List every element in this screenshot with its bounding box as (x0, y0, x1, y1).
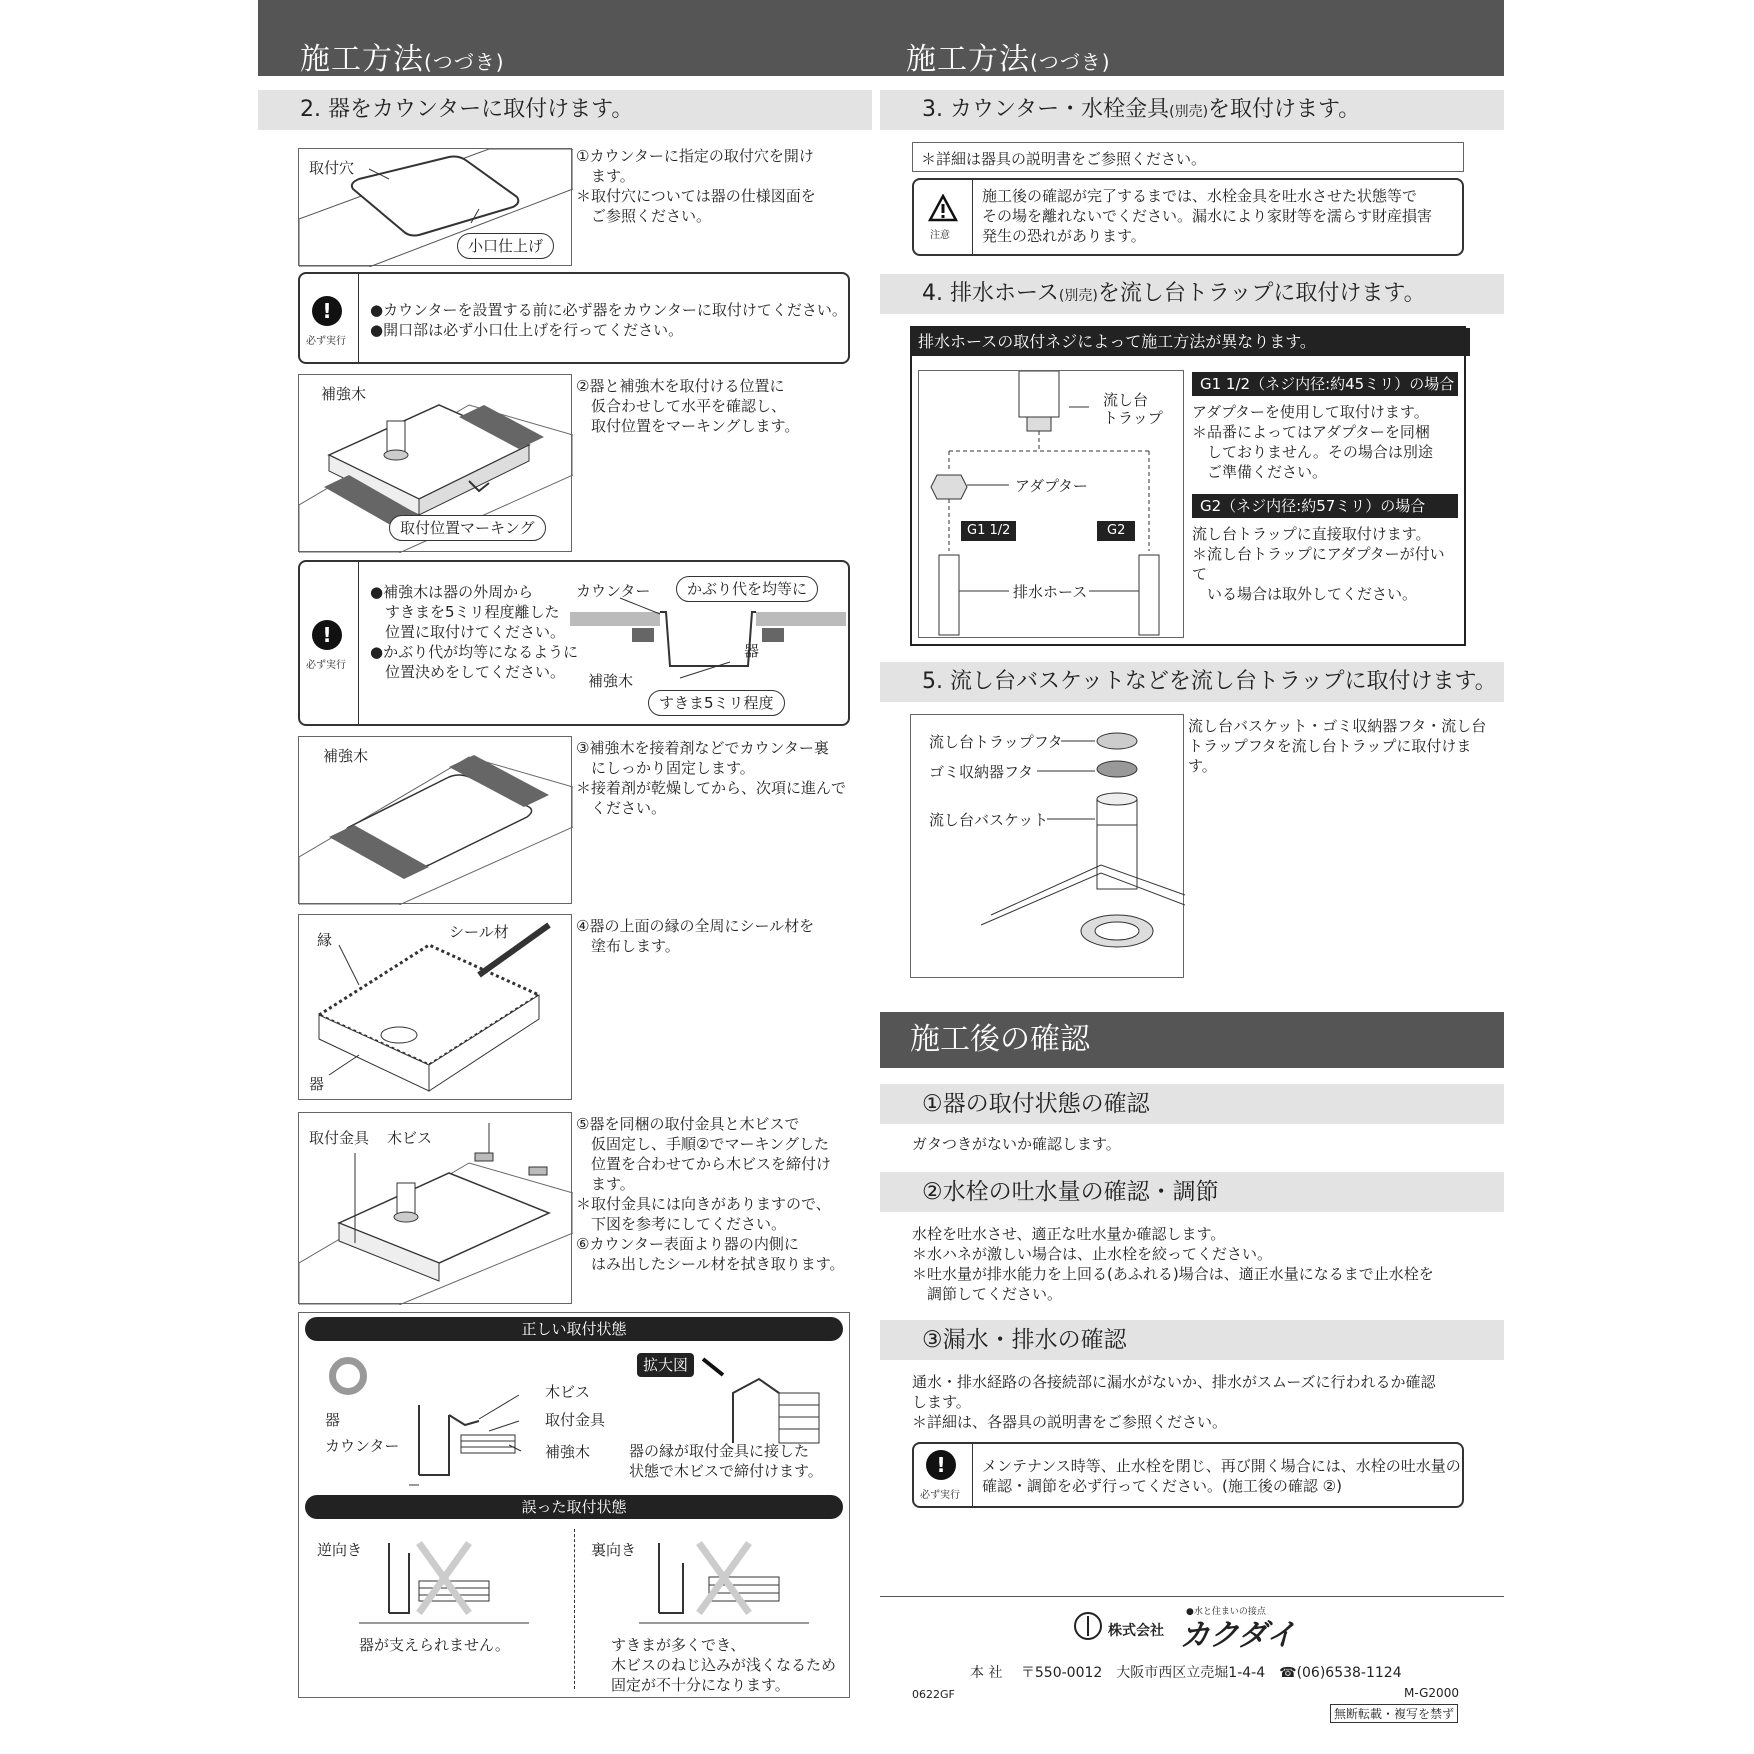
label-marking: 取付位置マーキング (389, 515, 546, 541)
warning-triangle-icon (928, 194, 958, 222)
install-state-box (298, 1312, 850, 1698)
g2-text: 流し台トラップに直接取付けます。 ＊流し台トラップにアダプターが付いて いる場合は取外してください。 (1192, 525, 1445, 603)
exclamation-icon: ! (312, 296, 342, 326)
g2-header: G2（ネジ内径:約57ミリ）の場合 (1192, 494, 1458, 518)
fig3-glue (298, 736, 572, 904)
label-wood: 補強木 (321, 385, 367, 403)
caution-text: 施工後の確認が完了するまでは、水栓金具を吐水させた状態等で その場を離れないでください。漏水により家財等を濡らす財産損害 発生の恐れがあります。 (982, 187, 1433, 245)
step4-fig (918, 370, 1184, 638)
correct-title: 正しい取付状態 (305, 1317, 843, 1341)
g1-header: G1 1/2（ネジ内径:約45ミリ）の場合 (1192, 372, 1458, 396)
label-wood: 補強木 (588, 672, 634, 690)
step5-title: 5. 流し台バスケットなどを流し台トラップに取付けます。 (880, 662, 1504, 702)
label-trap: 流し台 トラップ (1103, 391, 1163, 427)
footer-code-left: 0622GF (912, 1688, 955, 1701)
zoom-label: 拡大図 (637, 1353, 694, 1377)
footer-notice: 無断転載・複写を禁ず (1330, 1704, 1458, 1723)
label-counter: カウンター (576, 582, 651, 600)
after-title: 施工後の確認 (880, 1012, 1504, 1068)
step2-text5: ⑤器を同梱の取付金具と木ビスで 仮固定し、手順②でマーキングした 位置を合わせてから木ビスを締付け ます。 ＊取付金具には向きがありますので、 下図を参考にしてください。 ⑥カウンター表面より器の内側に はみ出したシール材を拭き取ります。 (576, 1115, 845, 1273)
wrong-right-label: 裏向き (591, 1541, 637, 1559)
step3-title: 3. カウンター・水栓金具(別売)を取付けます。 (880, 90, 1504, 130)
step5-fig (910, 714, 1184, 978)
note1-box (298, 272, 850, 364)
footer-address: 本 社 〒550-0012 大阪市西区立売堀1-4-4 ☎(06)6538-1124 (970, 1665, 1402, 1681)
check3-text: 通水・排水経路の各接続部に漏水がないか、排水がスムーズに行われるか確認 します。 ＊詳細は、各器具の説明書をご参照ください。 (912, 1373, 1436, 1431)
label-g1: G1 1/2 (961, 521, 1016, 541)
note1-icon-label: 必ず実行 (306, 336, 346, 347)
label-wood: 補強木 (323, 747, 369, 765)
label-gap: すきま5ミリ程度 (648, 690, 785, 716)
label-bracket: 取付金具 (545, 1411, 606, 1429)
label-bowl: 器 (325, 1411, 341, 1429)
g1-text: アダプターを使用して取付けます。 ＊品番によってはアダプターを同梱 しておりません。その場合は別途 ご準備ください。 (1192, 403, 1433, 481)
caution-box (912, 178, 1464, 256)
footer-rule (880, 1596, 1504, 1597)
company-logo-icon (1074, 1612, 1102, 1640)
note1-line1: ●カウンターを設置する前に必ず器をカウンターに取付けてください。 (370, 301, 847, 319)
fig1-hole (298, 148, 572, 266)
caution-icon-label: 注意 (930, 230, 950, 241)
wrong-right-desc: すきまが多くでき、 木ビスのねじ込みが浅くなるため 固定が不十分になります。 (611, 1636, 837, 1694)
step2-text2: ②器と補強木を取付ける位置に 仮合わせして水平を確認し、 取付位置をマーキングします。 (576, 377, 800, 435)
label-wood: 補強木 (545, 1443, 591, 1461)
label-basket: 流し台バスケット (929, 811, 1049, 829)
check2-text: 水栓を吐水させ、適正な吐水量か確認します。 ＊水ハネが激しい場合は、止水栓を絞ってください。 ＊吐水量が排水能力を上回る(あふれる)場合は、適正水量になるまで止水栓を 調節してください。 (912, 1225, 1434, 1303)
step4-banner: 排水ホースの取付ネジによって施工方法が異なります。 (912, 328, 1470, 356)
label-screw: 木ビス (545, 1383, 591, 1401)
label-edge-finish: 小口仕上げ (457, 233, 554, 259)
exclamation-icon: ! (312, 620, 342, 650)
note2-text: ●補強木は器の外周から すきまを5ミリ程度離した 位置に取付けてください。 ●かぶり代が均等になるように 位置決めをしてください。 (370, 583, 579, 681)
step3-detail: ＊詳細は器具の説明書をご参照ください。 (912, 142, 1464, 172)
company-prefix: 株式会社 (1108, 1623, 1164, 1639)
company-name: カクダイ (1180, 1618, 1295, 1653)
right-header-title: 施工方法(つづき) (906, 42, 1111, 77)
caution-icon-area (914, 180, 973, 254)
label-adapter: アダプター (1015, 477, 1088, 495)
note1-line2: ●開口部は必ず小口仕上げを行ってください。 (370, 321, 684, 339)
fig2-wood (298, 374, 572, 552)
fig4-seal (298, 914, 572, 1100)
after-note-text: メンテナンス時等、止水栓を閉じ、再び開く場合には、水栓の吐水量の 確認・調節を必ず行ってください。(施工後の確認 ②) (982, 1457, 1461, 1495)
label-bowl: 器 (309, 1075, 325, 1093)
footer-tagline: ●水と住まいの接点 (1186, 1607, 1266, 1617)
wrong-left-desc: 器が支えられません。 (359, 1636, 510, 1654)
note2-icon-area (300, 562, 359, 724)
after-note-icon-label: 必ず実行 (920, 1490, 960, 1501)
label-hose: 排水ホース (1013, 583, 1088, 601)
divider (574, 1529, 575, 1689)
step2-title: 2. 器をカウンターに取付けます。 (258, 90, 872, 130)
step2-text3: ③補強木を接着剤などでカウンター裏 にしっかり固定します。 ＊接着剤が乾燥してから、次項に進んで ください。 (576, 739, 847, 817)
step2-text4: ④器の上面の縁の全周にシール材を 塗布します。 (576, 917, 815, 955)
label-hole: 取付穴 (309, 159, 355, 177)
after-note-icon-area (914, 1444, 973, 1506)
step5-text: 流し台バスケット・ゴミ収納器フタ・流し台 トラップフタを流し台トラップに取付けます。 (1188, 717, 1487, 775)
footer-code-right: M-G2000 (1404, 1686, 1459, 1700)
step4-title: 4. 排水ホース(別売)を流し台トラップに取付けます。 (880, 274, 1504, 314)
note1-icon-area (300, 274, 359, 362)
label-g2: G2 (1097, 521, 1135, 541)
check1-text: ガタつきがないか確認します。 (912, 1135, 1121, 1153)
check3-title: ③漏水・排水の確認 (880, 1320, 1504, 1360)
after-note-box (912, 1442, 1464, 1508)
correct-desc: 器の縁が取付金具に接した 状態で木ビスで締付けます。 (629, 1442, 823, 1480)
left-header-title: 施工方法(つづき) (300, 42, 505, 77)
label-trap-lid: 流し台トラップフタ (929, 733, 1063, 751)
label-bowl: 器 (744, 642, 760, 660)
exclamation-icon: ! (926, 1450, 956, 1480)
wrong-title: 誤った取付状態 (305, 1495, 843, 1519)
label-rim: 縁 (317, 931, 333, 949)
label-bracket: 取付金具 (309, 1129, 370, 1147)
label-counter: カウンター (325, 1437, 400, 1455)
note2-icon-label: 必ず実行 (306, 660, 346, 671)
check2-title: ②水栓の吐水量の確認・調節 (880, 1172, 1504, 1212)
label-seal: シール材 (449, 923, 509, 941)
note2-box (298, 560, 850, 726)
fig5-bracket (298, 1112, 572, 1304)
label-trash-lid: ゴミ収納器フタ (929, 763, 1033, 781)
wrong-left-label: 逆向き (317, 1541, 363, 1559)
circle-ok-icon (329, 1357, 367, 1395)
check1-title: ①器の取付状態の確認 (880, 1084, 1504, 1124)
step2-text1: ①カウンターに指定の取付穴を開け ます。 ＊取付穴については器の仕様図面を ご参照ください。 (576, 147, 816, 225)
label-cover: かぶり代を均等に (676, 576, 818, 602)
label-screw: 木ビス (387, 1129, 433, 1147)
step4-box (910, 326, 1466, 646)
